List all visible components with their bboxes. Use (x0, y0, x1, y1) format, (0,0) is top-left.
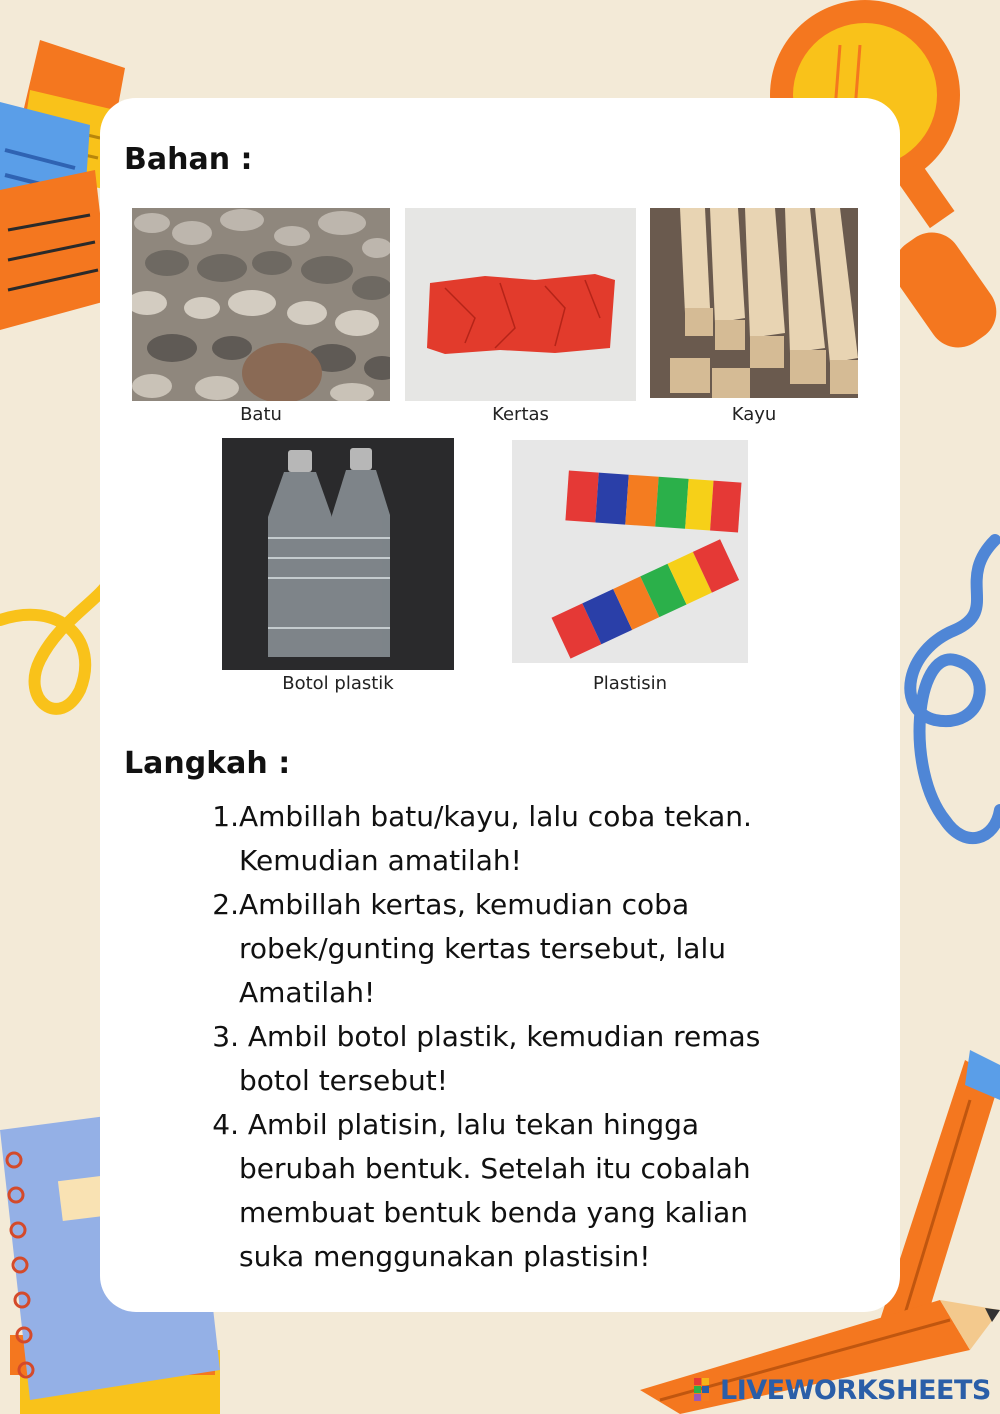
step-number: 4. (212, 1108, 239, 1141)
material-label-botol-plastik: Botol plastik (282, 673, 394, 694)
step-text (239, 1103, 845, 1279)
step-line: Amatilah! (239, 976, 376, 1009)
step-line: Ambillah batu/kayu, lalu coba tekan. (239, 800, 752, 833)
step-line: robek/gunting kertas tersebut, lalu (239, 932, 726, 965)
wood-photo (650, 208, 858, 398)
step-line: membuat bentuk benda yang kalian (239, 1196, 748, 1229)
steps-list (205, 795, 845, 1279)
bahan-heading: Bahan : (124, 142, 253, 177)
loop-decoration-left (0, 580, 110, 730)
stones-photo (132, 208, 390, 401)
step-line: Ambil platisin, lalu tekan hingga (239, 1108, 700, 1141)
step-text (239, 883, 845, 1015)
step-line: botol tersebut! (239, 1064, 448, 1097)
step-4 (205, 1103, 845, 1279)
material-label-kertas: Kertas (492, 404, 549, 425)
bottle-photo (222, 438, 454, 670)
step-1 (205, 795, 845, 883)
loop-decoration-right (895, 520, 1000, 880)
step-line: berubah bentuk. Setelah itu cobalah (239, 1152, 751, 1185)
material-label-kayu: Kayu (731, 404, 777, 425)
langkah-heading: Langkah : (124, 746, 291, 781)
liveworksheets-brand-link[interactable] (694, 1372, 991, 1408)
plasticine-photo (512, 440, 748, 663)
step-number: 1. (212, 800, 239, 833)
step-line: Ambil botol plastik, kemudian remas (239, 1020, 761, 1053)
brand-text: LIVEWORKSHEETS (720, 1374, 991, 1406)
step-text (239, 795, 845, 883)
step-line: Kemudian amatilah! (239, 844, 522, 877)
paper-photo (405, 208, 636, 401)
step-3 (205, 1015, 845, 1103)
step-line: suka menggunakan plastisin! (239, 1240, 651, 1273)
liveworksheets-logo-icon (694, 1376, 718, 1404)
step-2 (205, 883, 845, 1015)
step-text (239, 1015, 845, 1103)
step-number: 3. (212, 1020, 239, 1053)
material-label-plastisin: Plastisin (592, 673, 668, 694)
material-label-batu: Batu (240, 404, 282, 425)
step-number: 2. (212, 888, 239, 921)
step-line: Ambillah kertas, kemudian coba (239, 888, 690, 921)
